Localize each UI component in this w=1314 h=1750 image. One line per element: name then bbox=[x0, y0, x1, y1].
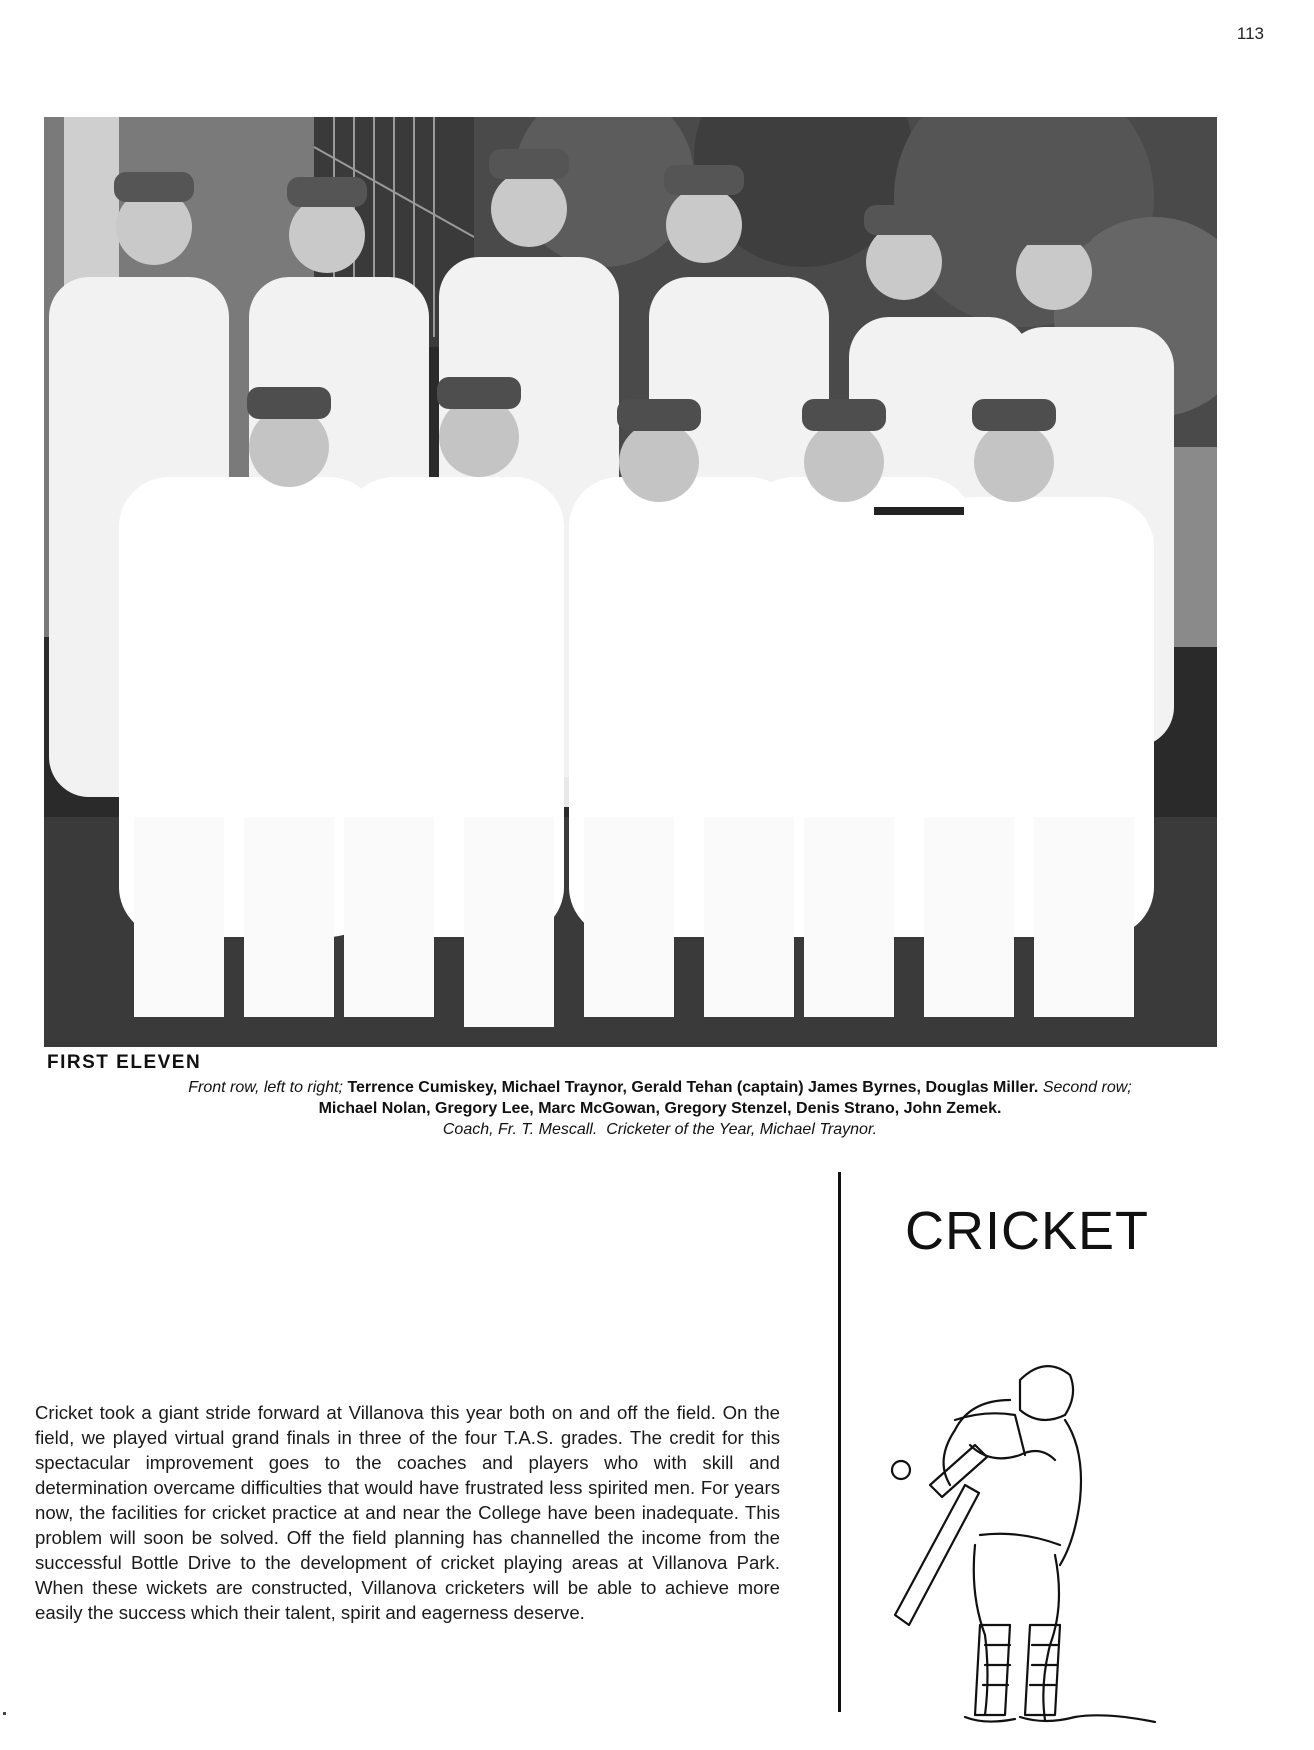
caption-line-3 bbox=[40, 1119, 1280, 1140]
scan-speck bbox=[3, 1712, 6, 1715]
team-photo-image bbox=[44, 117, 1217, 1047]
coach-credit: Coach, Fr. T. Mescall. bbox=[442, 1121, 598, 1138]
second-row-names: Michael Nolan, Gregory Lee, Marc McGowan, Gregory Stenzel, Denis Strano, John Zemek. bbox=[318, 1100, 1002, 1117]
front-row-label: Front row, left to right; bbox=[188, 1079, 343, 1096]
photo-caption bbox=[40, 1077, 1280, 1140]
front-row-names: Terrence Cumiskey, Michael Traynor, Gerald Tehan (captain) James Byrnes, Douglas Miller. bbox=[347, 1079, 1039, 1096]
caption-line-1 bbox=[40, 1077, 1280, 1098]
page-number: 113 bbox=[1236, 24, 1264, 43]
section-heading: CRICKET bbox=[905, 1201, 1150, 1261]
team-photo bbox=[44, 117, 1217, 1047]
column-divider bbox=[838, 1172, 841, 1712]
cricketer-of-year: Cricketer of the Year, Michael Traynor. bbox=[606, 1121, 878, 1138]
photo-caption-title: FIRST ELEVEN bbox=[47, 1052, 202, 1073]
cricket-batsman-sketch-icon bbox=[870, 1325, 1170, 1725]
article-body: Cricket took a giant stride forward at Villanova this year both on and off the field. On the field, we played virtual grand finals in three of the four T.A.S. grades. The credit for this spectacular improvement goes to the coaches and players who with skill and determination overcame difficulties that would have frustrated less spirited men. For years now, the facilities for cricket practice at and near the College have been inadequate. This problem will soon be solved. Off the field planning has channelled the income from the successful Bottle Drive to the development of cricket playing areas at Villanova Park. When these wickets are constructed, Villanova cricketers will be able to achieve more easily the success which their talent, spirit and eagerness deserve. bbox=[35, 1402, 780, 1623]
second-row-label: Second row; bbox=[1042, 1079, 1132, 1096]
caption-line-2 bbox=[40, 1098, 1280, 1119]
